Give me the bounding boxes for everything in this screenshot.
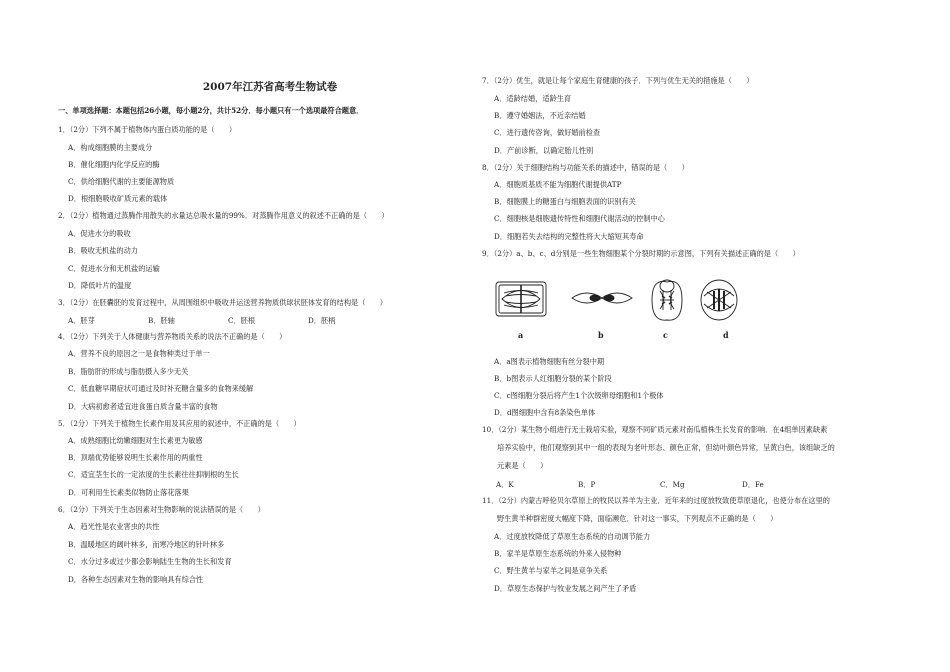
question-6-option: D．各种生态因素对生物的影响具有综合性 <box>68 575 204 584</box>
question-4-option: A．营养不良的原因之一是食物种类过于单一 <box>68 349 210 358</box>
question-4-stem: 4．（2分）下列关于人体健康与营养物质关系的说法不正确的是（ ） <box>58 332 287 341</box>
question-9-option: A．a图表示植物细胞有丝分裂中期 <box>494 357 605 366</box>
question-9-stem: 9．（2分）a、b、c、d分别是一些生物细胞某个分裂时期的示意图，下列有关描述正确的是（ ） <box>482 249 800 258</box>
page-title: 2007年江苏省高考生物试卷 <box>202 81 338 93</box>
question-7-option: C．进行遗传咨询，做好婚前检查 <box>494 128 601 137</box>
question-8-stem: 8．（2分）关于细胞结构与功能关系的描述中，错误的是（ ） <box>482 163 689 172</box>
option: D．Fe <box>742 480 764 489</box>
cell-division-figure <box>492 276 752 346</box>
question-6-option: C．水分过多或过少都会影响陆生生物的生长和发育 <box>68 557 232 566</box>
question-2-option: C．促进水分和无机盐的运输 <box>68 264 160 273</box>
question-1-option: B．催化细胞内化学反应的酶 <box>68 160 160 169</box>
question-11-option: C．野生黄羊与家羊之间是竞争关系 <box>494 566 608 575</box>
question-3-stem: 3．（2分）在胚囊胚的发育过程中，从周围组织中吸收并运送营养物质供球状胚体发育的结构是（ ） <box>58 298 387 307</box>
question-8-option: D．细胞若失去结构的完整性将大大缩短其寿命 <box>494 232 644 241</box>
figure-label-d: d <box>723 330 729 340</box>
figure-a <box>496 282 546 316</box>
question-10-stem-cont: 元素是（ ） <box>497 461 548 470</box>
question-11-stem: 11．（2分）内蒙古呼伦贝尔草原上的牧民以养羊为主业．近年来的过度放牧致使草原退化，也使分布在这里的 <box>482 496 830 505</box>
section-heading: 一、单项选择题：本题包括26小题，每小题2分，共计52分．每小题只有一个选项最符合题意． <box>58 106 364 115</box>
question-3-options <box>68 316 388 326</box>
question-5-option: B．顶端优势能够说明生长素作用的两重性 <box>68 453 203 462</box>
option: A．胚芽 <box>68 316 95 325</box>
question-7-option: D．产前诊断，以确定胎儿性别 <box>494 146 594 155</box>
question-7-option: A．适龄结婚，适龄生育 <box>494 94 572 103</box>
question-2-stem: 2．（2分）植物通过蒸腾作用散失的水量达总吸水量的99%．对蒸腾作用意义的叙述不正确的是（ ） <box>58 211 389 220</box>
figure-label-c: c <box>663 330 668 340</box>
question-9-option: B．b图表示人红细胞分裂的某个阶段 <box>494 374 612 383</box>
question-8-option: C．细胞核是细胞遗传特性和细胞代谢活动的控制中心 <box>494 214 665 223</box>
question-1-stem: 1．（2分）下列不属于植物体内蛋白质功能的是（ ） <box>58 125 237 134</box>
question-6-stem: 6．（2分）下列关于生态因素对生物影响的说法错误的是（ ） <box>58 505 265 514</box>
option: B．P <box>578 480 596 489</box>
question-5-option: C．适宜茎生长的一定浓度的生长素往往抑制根的生长 <box>68 470 239 479</box>
question-1-option: A．构成细胞膜的主要成分 <box>68 143 153 152</box>
option: B．胚轴 <box>148 316 175 325</box>
question-1-option: D．根细胞吸收矿质元素的载体 <box>68 194 168 203</box>
question-6-option: A．趋光性是农业害虫的共性 <box>68 522 160 531</box>
question-9-option: D．d图细胞中含有8条染色单体 <box>494 408 596 417</box>
question-11-option: D．草原生态保护与牧业发展之间产生了矛盾 <box>494 584 637 593</box>
question-10-stem: 10．（2分）某生物小组进行无土栽培实验，观察不同矿质元素对南瓜植株生长发育的影响．在4组单因素缺素 <box>482 425 828 434</box>
question-4-option: C．低血糖早期症状可通过及时补充糖含量多的食物来缓解 <box>68 384 254 393</box>
question-11-option: B．家羊是草原生态系统的外来入侵物种 <box>494 549 622 558</box>
question-5-option: D．可利用生长素类似物防止落花落果 <box>68 488 189 497</box>
question-8-option: A．细胞质基质不能为细胞代谢提供ATP <box>494 180 622 189</box>
question-2-option: D．降低叶片的温度 <box>68 281 132 290</box>
figure-d <box>701 280 737 320</box>
question-4-option: B．脂肪肝的形成与脂肪摄入多少无关 <box>68 367 189 376</box>
question-2-option: B．吸收无机盐的动力 <box>68 246 138 255</box>
option: C．胚根 <box>228 316 256 325</box>
question-5-stem: 5．（2分）下列关于植物生长素作用及其应用的叙述中，不正确的是（ ） <box>58 419 301 428</box>
option: C．Mg <box>660 480 685 489</box>
question-5-option: A．成熟细胞比幼嫩细胞对生长素更为敏感 <box>68 436 203 445</box>
question-7-stem: 7．（2分）优生，就是让每个家庭生育健康的孩子．下列与优生无关的措施是（ ） <box>482 76 754 85</box>
figure-label-b: b <box>598 330 604 340</box>
figure-b <box>572 293 632 303</box>
question-1-option: C．供给细胞代谢的主要能源物质 <box>68 177 175 186</box>
option: A．K <box>496 480 514 489</box>
option: D．胚柄 <box>308 316 336 325</box>
question-6-option: B．温暖地区的阔叶林多，而寒冷地区的针叶林多 <box>68 540 225 549</box>
question-10-options <box>496 480 824 490</box>
question-11-stem-cont: 野生黄羊种群密度大幅度下降，面临濒危．针对这一事实，下列观点不正确的是（ ） <box>497 514 778 523</box>
question-7-option: B．遵守婚姻法，不近亲结婚 <box>494 111 586 120</box>
figure-label-a: a <box>518 330 524 340</box>
question-4-option: D．大病初愈者适宜进食蛋白质含量丰富的食物 <box>68 402 218 411</box>
figure-c <box>652 280 682 320</box>
question-11-option: A．过度放牧降低了草原生态系统的自动调节能力 <box>494 532 651 541</box>
question-8-option: B．细胞膜上的糖蛋白与细胞表面的识别有关 <box>494 197 636 206</box>
question-2-option: A．促进水分的吸收 <box>68 229 131 238</box>
question-10-stem-cont: 培养实验中，他们观察到其中一组的表现为老叶形态、颜色正常，但幼叶颜色异常，呈黄白色，该组缺乏的 <box>497 443 835 452</box>
question-9-option: C．c图细胞分裂后将产生1个次级卵母细胞和1个极体 <box>494 391 664 400</box>
